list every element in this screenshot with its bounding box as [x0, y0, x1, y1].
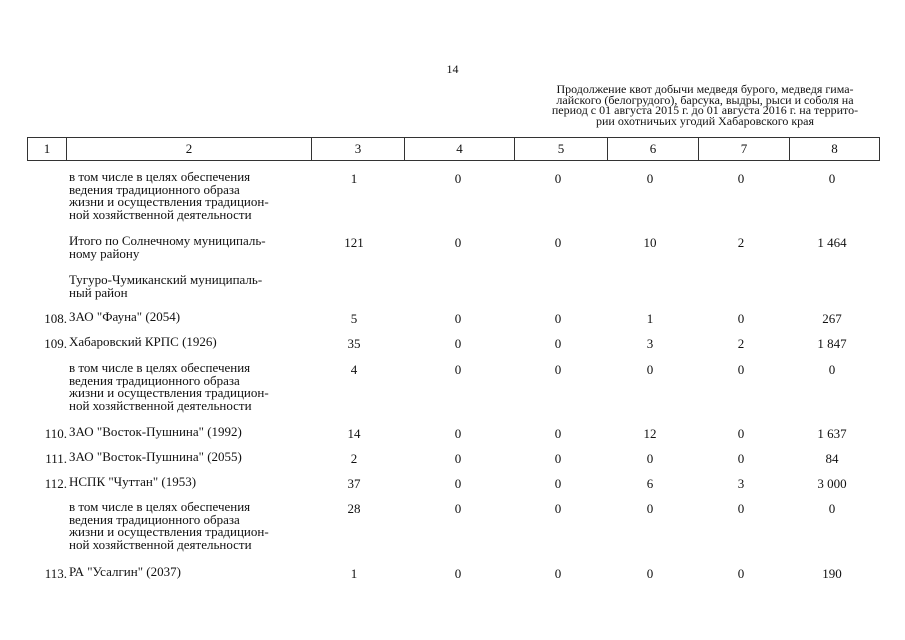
cell-col8: 267: [822, 311, 842, 326]
row-number: 111.: [45, 451, 67, 466]
cell-col4: 0: [454, 476, 462, 491]
column-header-6: 6: [608, 138, 699, 161]
cell-col5: 0: [554, 501, 562, 516]
row-number: 112.: [44, 476, 67, 491]
cell-col6: 10: [643, 235, 657, 250]
cell-col5: 0: [554, 566, 562, 581]
cell-col7: 0: [737, 501, 745, 516]
column-header-3: 3: [312, 138, 405, 161]
row-number: 110.: [44, 426, 67, 441]
cell-col5: 0: [554, 362, 562, 377]
table-caption: Продолжение квот добычи медведя бурого, медведя гима- лайского (белогрудого), барсука, выдры, рыси и соболя на период с 01 августа 2015 г. до 01 августа 2016 г. на террито- рии охотничьих угодий Хабаровского края: [551, 82, 859, 128]
cell-col3: 28: [347, 501, 361, 516]
row-name: РА "Усалгин" (2037): [69, 564, 181, 579]
row-name: в том числе в целях обеспечения ведения традиционного образа жизни и осуществления традицион- ной хозяйственной деятельности: [69, 360, 269, 413]
cell-col5: 0: [554, 311, 562, 326]
cell-col5: 0: [554, 451, 562, 466]
row-name: Тугуро-Чумиканский муниципаль- ный район: [69, 272, 263, 300]
cell-col5: 0: [554, 476, 562, 491]
cell-col3: 1: [350, 566, 358, 581]
row-name: НСПК "Чуттан" (1953): [69, 474, 197, 489]
cell-col7: 0: [737, 566, 745, 581]
row-name: ЗАО "Фауна" (2054): [69, 309, 181, 324]
row-name: Итого по Солнечному муниципаль- ному району: [69, 233, 266, 261]
cell-col8: 0: [828, 362, 836, 377]
cell-col3: 35: [347, 336, 361, 351]
cell-col7: 0: [737, 451, 745, 466]
cell-col8: 1 847: [817, 336, 847, 351]
column-header-8: 8: [790, 138, 880, 161]
row-name: Хабаровский КРПС (1926): [69, 334, 217, 349]
cell-col7: 0: [737, 362, 745, 377]
cell-col7: 3: [737, 476, 745, 491]
column-header-5: 5: [515, 138, 608, 161]
cell-col4: 0: [454, 362, 462, 377]
column-header-7: 7: [699, 138, 790, 161]
cell-col4: 0: [454, 566, 462, 581]
cell-col3: 4: [350, 362, 358, 377]
cell-col6: 0: [646, 171, 654, 186]
row-name: ЗАО "Восток-Пушнина" (2055): [69, 449, 242, 464]
cell-col3: 121: [344, 235, 364, 250]
cell-col4: 0: [454, 451, 462, 466]
cell-col7: 2: [737, 336, 745, 351]
page-number: 14: [446, 62, 459, 76]
row-number: 113.: [44, 566, 67, 581]
cell-col7: 0: [737, 171, 745, 186]
cell-col3: 14: [347, 426, 361, 441]
cell-col8: 1 464: [817, 235, 847, 250]
column-header-2: 2: [67, 138, 312, 161]
column-header-1: 1: [28, 138, 67, 161]
cell-col3: 37: [347, 476, 361, 491]
cell-col6: 6: [646, 476, 654, 491]
cell-col6: 12: [643, 426, 657, 441]
cell-col6: 0: [646, 501, 654, 516]
column-header-4: 4: [405, 138, 515, 161]
cell-col5: 0: [554, 426, 562, 441]
cell-col5: 0: [554, 336, 562, 351]
cell-col7: 0: [737, 311, 745, 326]
cell-col6: 0: [646, 451, 654, 466]
row-name: в том числе в целях обеспечения ведения традиционного образа жизни и осуществления традицион- ной хозяйственной деятельности: [69, 499, 269, 552]
row-number: 108.: [44, 311, 67, 326]
cell-col8: 0: [828, 501, 836, 516]
cell-col5: 0: [554, 235, 562, 250]
row-number: 109.: [44, 336, 67, 351]
cell-col5: 0: [554, 171, 562, 186]
cell-col8: 84: [825, 451, 839, 466]
cell-col3: 5: [350, 311, 358, 326]
cell-col4: 0: [454, 501, 462, 516]
cell-col4: 0: [454, 336, 462, 351]
column-header-table: [27, 137, 880, 161]
cell-col4: 0: [454, 311, 462, 326]
cell-col3: 1: [350, 171, 358, 186]
cell-col7: 0: [737, 426, 745, 441]
cell-col8: 0: [828, 171, 836, 186]
cell-col6: 0: [646, 362, 654, 377]
cell-col6: 1: [646, 311, 654, 326]
cell-col7: 2: [737, 235, 745, 250]
cell-col4: 0: [454, 426, 462, 441]
cell-col8: 3 000: [817, 476, 847, 491]
cell-col6: 3: [646, 336, 654, 351]
cell-col8: 1 637: [817, 426, 847, 441]
cell-col3: 2: [350, 451, 358, 466]
cell-col4: 0: [454, 171, 462, 186]
cell-col6: 0: [646, 566, 654, 581]
row-name: в том числе в целях обеспечения ведения традиционного образа жизни и осуществления традицион- ной хозяйственной деятельности: [69, 169, 269, 222]
row-name: ЗАО "Восток-Пушнина" (1992): [69, 424, 242, 439]
cell-col8: 190: [822, 566, 842, 581]
cell-col4: 0: [454, 235, 462, 250]
